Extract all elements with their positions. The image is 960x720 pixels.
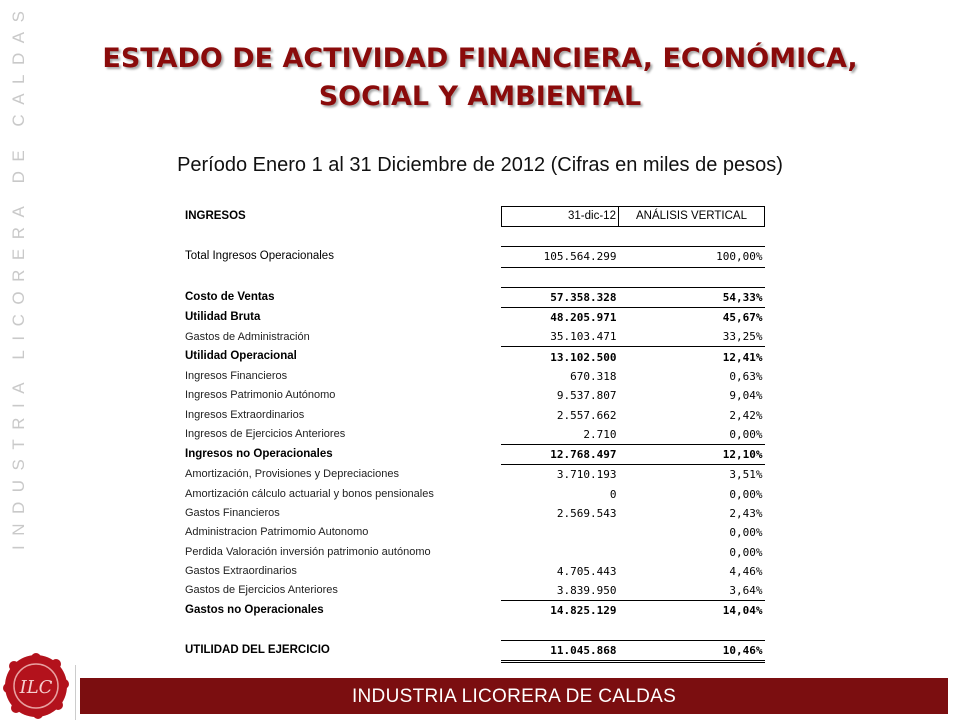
row-label: Gastos no Operacionales [185,604,324,617]
row-value: 670.318 [570,369,617,383]
row-percent: 4,46% [729,564,763,578]
row-value [501,523,618,542]
page-title: ESTADO DE ACTIVIDAD FINANCIERA, ECONÓMICA, SOCIAL Y AMBIENTAL [102,43,858,112]
row-label: Costo de Ventas [185,290,275,303]
row-percent: 12,41% [618,347,764,367]
row-value: 105.564.299 [501,247,618,267]
row-label: Amortización, Provisiones y Depreciaciones [185,468,399,481]
row-label: Ingresos Patrimonio Autónomo [185,389,336,402]
row-value: 3.710.193 [501,465,618,485]
row-label: Gastos de Administración [185,330,310,343]
seal-letters: ILC [19,677,53,698]
row-value: 4.705.443 [556,564,617,578]
row-value: 11.045.868 [501,640,618,661]
table-row [183,327,765,347]
row-label: Amortización cálculo actuarial y bonos pensionales [185,487,434,500]
table-row [183,287,765,307]
row-percent: 100,00% [618,247,764,267]
row-value: 3.839.950 [501,581,618,601]
table-row [183,465,765,485]
header-label: INGRESOS [185,210,246,223]
table-row [183,523,765,542]
spacer-row [183,227,765,247]
row-percent: 14,04% [722,604,763,618]
row-label: Ingresos no Operacionales [185,448,333,461]
row-label: Total Ingresos Operacionales [185,250,334,263]
row-value: 0 [609,487,617,501]
row-percent: 2,42% [729,408,763,422]
row-percent: 12,10% [722,448,763,462]
table-row [183,601,765,621]
table-row [183,542,765,561]
table-row [183,307,765,327]
row-value: 13.102.500 [501,347,618,367]
table-row [183,444,765,464]
row-value: 48.205.971 [501,307,618,327]
row-value [501,542,618,561]
table-row [183,581,765,601]
table-row [183,386,765,405]
row-label: UTILIDAD DEL EJERCICIO [185,644,330,657]
row-value: 57.358.328 [550,290,617,304]
row-percent: 45,67% [618,307,764,327]
row-percent: 0,00% [729,487,763,501]
row-percent: 10,46% [618,640,764,661]
company-seal-logo-icon [2,652,70,720]
table-row [183,640,765,661]
row-value: 2.557.662 [556,408,617,422]
financial-statement-table [183,206,765,663]
table-row [183,347,765,367]
table-row [183,485,765,504]
row-percent: 3,64% [618,581,764,601]
row-percent: 33,25% [722,330,763,344]
table-header-row [183,207,765,227]
row-percent: 0,00% [729,545,763,559]
footer-banner: INDUSTRIA LICORERA DE CALDAS [80,678,948,714]
row-label: Perdida Valoración inversión patrimonio autónomo [185,545,431,558]
row-percent: 2,43% [729,507,763,520]
header-vertical-analysis: ANÁLISIS VERTICAL [618,207,764,227]
row-percent: 0,00% [729,526,763,540]
row-percent: 54,33% [722,290,763,304]
row-label: Utilidad Operacional [185,350,297,363]
page-subtitle: Período Enero 1 al 31 Diciembre de 2012 (Cifras en miles de pesos) [177,154,783,176]
row-percent: 0,00% [618,425,764,445]
row-value: 2.710 [501,425,618,445]
header-date: 31-dic-12 [501,207,618,227]
row-value: 14.825.129 [550,604,617,618]
row-percent: 9,04% [729,389,763,403]
table-row [183,247,765,267]
row-percent: 0,63% [729,369,763,383]
row-label: Gastos Extraordinarios [185,564,297,577]
row-value: 12.768.497 [550,448,617,462]
row-percent: 3,51% [618,465,764,485]
table-row [183,425,765,445]
row-value: 9.537.807 [556,389,617,403]
row-label: Utilidad Bruta [185,310,261,323]
spacer-row [183,267,765,287]
row-label: Administracion Patrimomio Autonomo [185,526,369,539]
row-label: Gastos de Ejercicios Anteriores [185,584,338,597]
row-label: Ingresos Financieros [185,369,288,382]
table-row [183,504,765,523]
table-row [183,562,765,581]
row-label: Ingresos de Ejercicios Anteriores [185,428,346,441]
side-watermark-text: INDUSTRIA LICORERA DE CALDAS [9,1,28,550]
row-label: Ingresos Extraordinarios [185,408,305,421]
footer-divider [75,665,76,720]
row-value: 2.569.543 [556,507,617,520]
table-row [183,405,765,424]
spacer-row [183,621,765,641]
row-value: 35.103.471 [550,330,617,344]
table-row [183,367,765,386]
row-label: Gastos Financieros [185,507,280,519]
